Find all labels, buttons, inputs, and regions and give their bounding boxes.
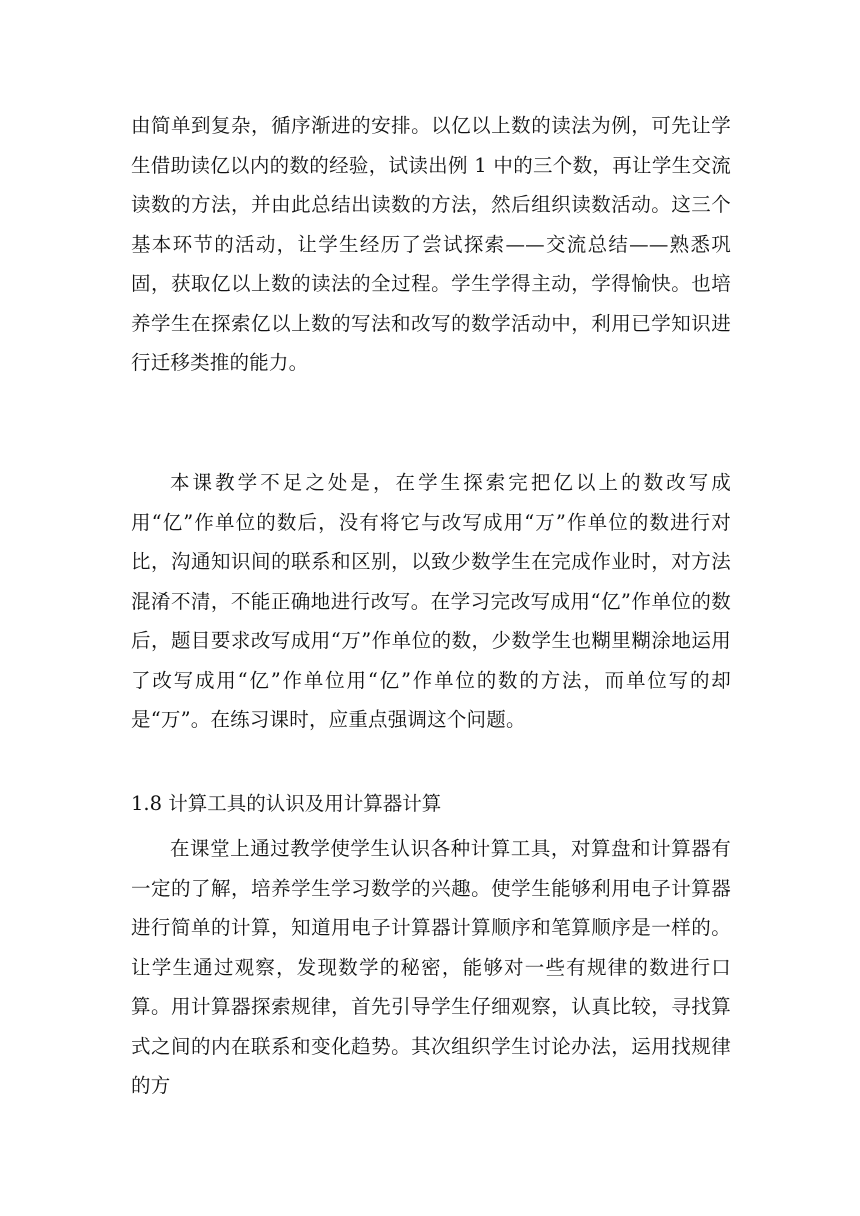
body-paragraph-continuation: 由简单到复杂，循序渐进的安排。以亿以上数的读法为例，可先让学生借助读亿以内的数的经验，试读出例 1 中的三个数，再让学生交流读数的方法，并由此总结出读数的方法，然后组织读数活动。这三个基本环节的活动，让学生经历了尝试探索——交流总结——熟悉巩固，获取亿以上数的读法的全过程。学生学得主动，学得愉快。也培养学生在探索亿以上数的写法和改写的数学活动中，利用已学知识进行迁移类推的能力。 — [131, 114, 731, 374]
body-paragraph-calculator: 在课堂上通过教学使学生认识各种计算工具，对算盘和计算器有一定的了解，培养学生学习数学的兴趣。使学生能够利用电子计算器进行简单的计算，知道用电子计算器计算顺序和笔算顺序是一样的。让学生通过观察，发现数学的秘密，能够对一些有规律的数进行口算。用计算器探索规律，首先引导学生仔细观察，认真比较，寻找算式之间的内在联系和变化趋势。其次组织学生讨论办法，运用找规律的方 — [131, 837, 731, 1097]
body-paragraph-reflection: 本课教学不足之处是，在学生探索完把亿以上的数改写成用“亿”作单位的数后，没有将它与改写成用“万”作单位的数进行对比，沟通知识间的联系和区别，以致少数学生在完成作业时，对方法混淆不清，不能正确地进行改写。在学习完改写成用“亿”作单位的数后，题目要求改写成用“万”作单位的数，少数学生也糊里糊涂地运用了改写成用“亿”作单位用“亿”作单位的数的方法，而单位写的却是“万”。在练习课时，应重点强调这个问题。 — [131, 471, 731, 731]
section-heading: 1.8 计算工具的认识及用计算器计算 — [131, 792, 442, 815]
